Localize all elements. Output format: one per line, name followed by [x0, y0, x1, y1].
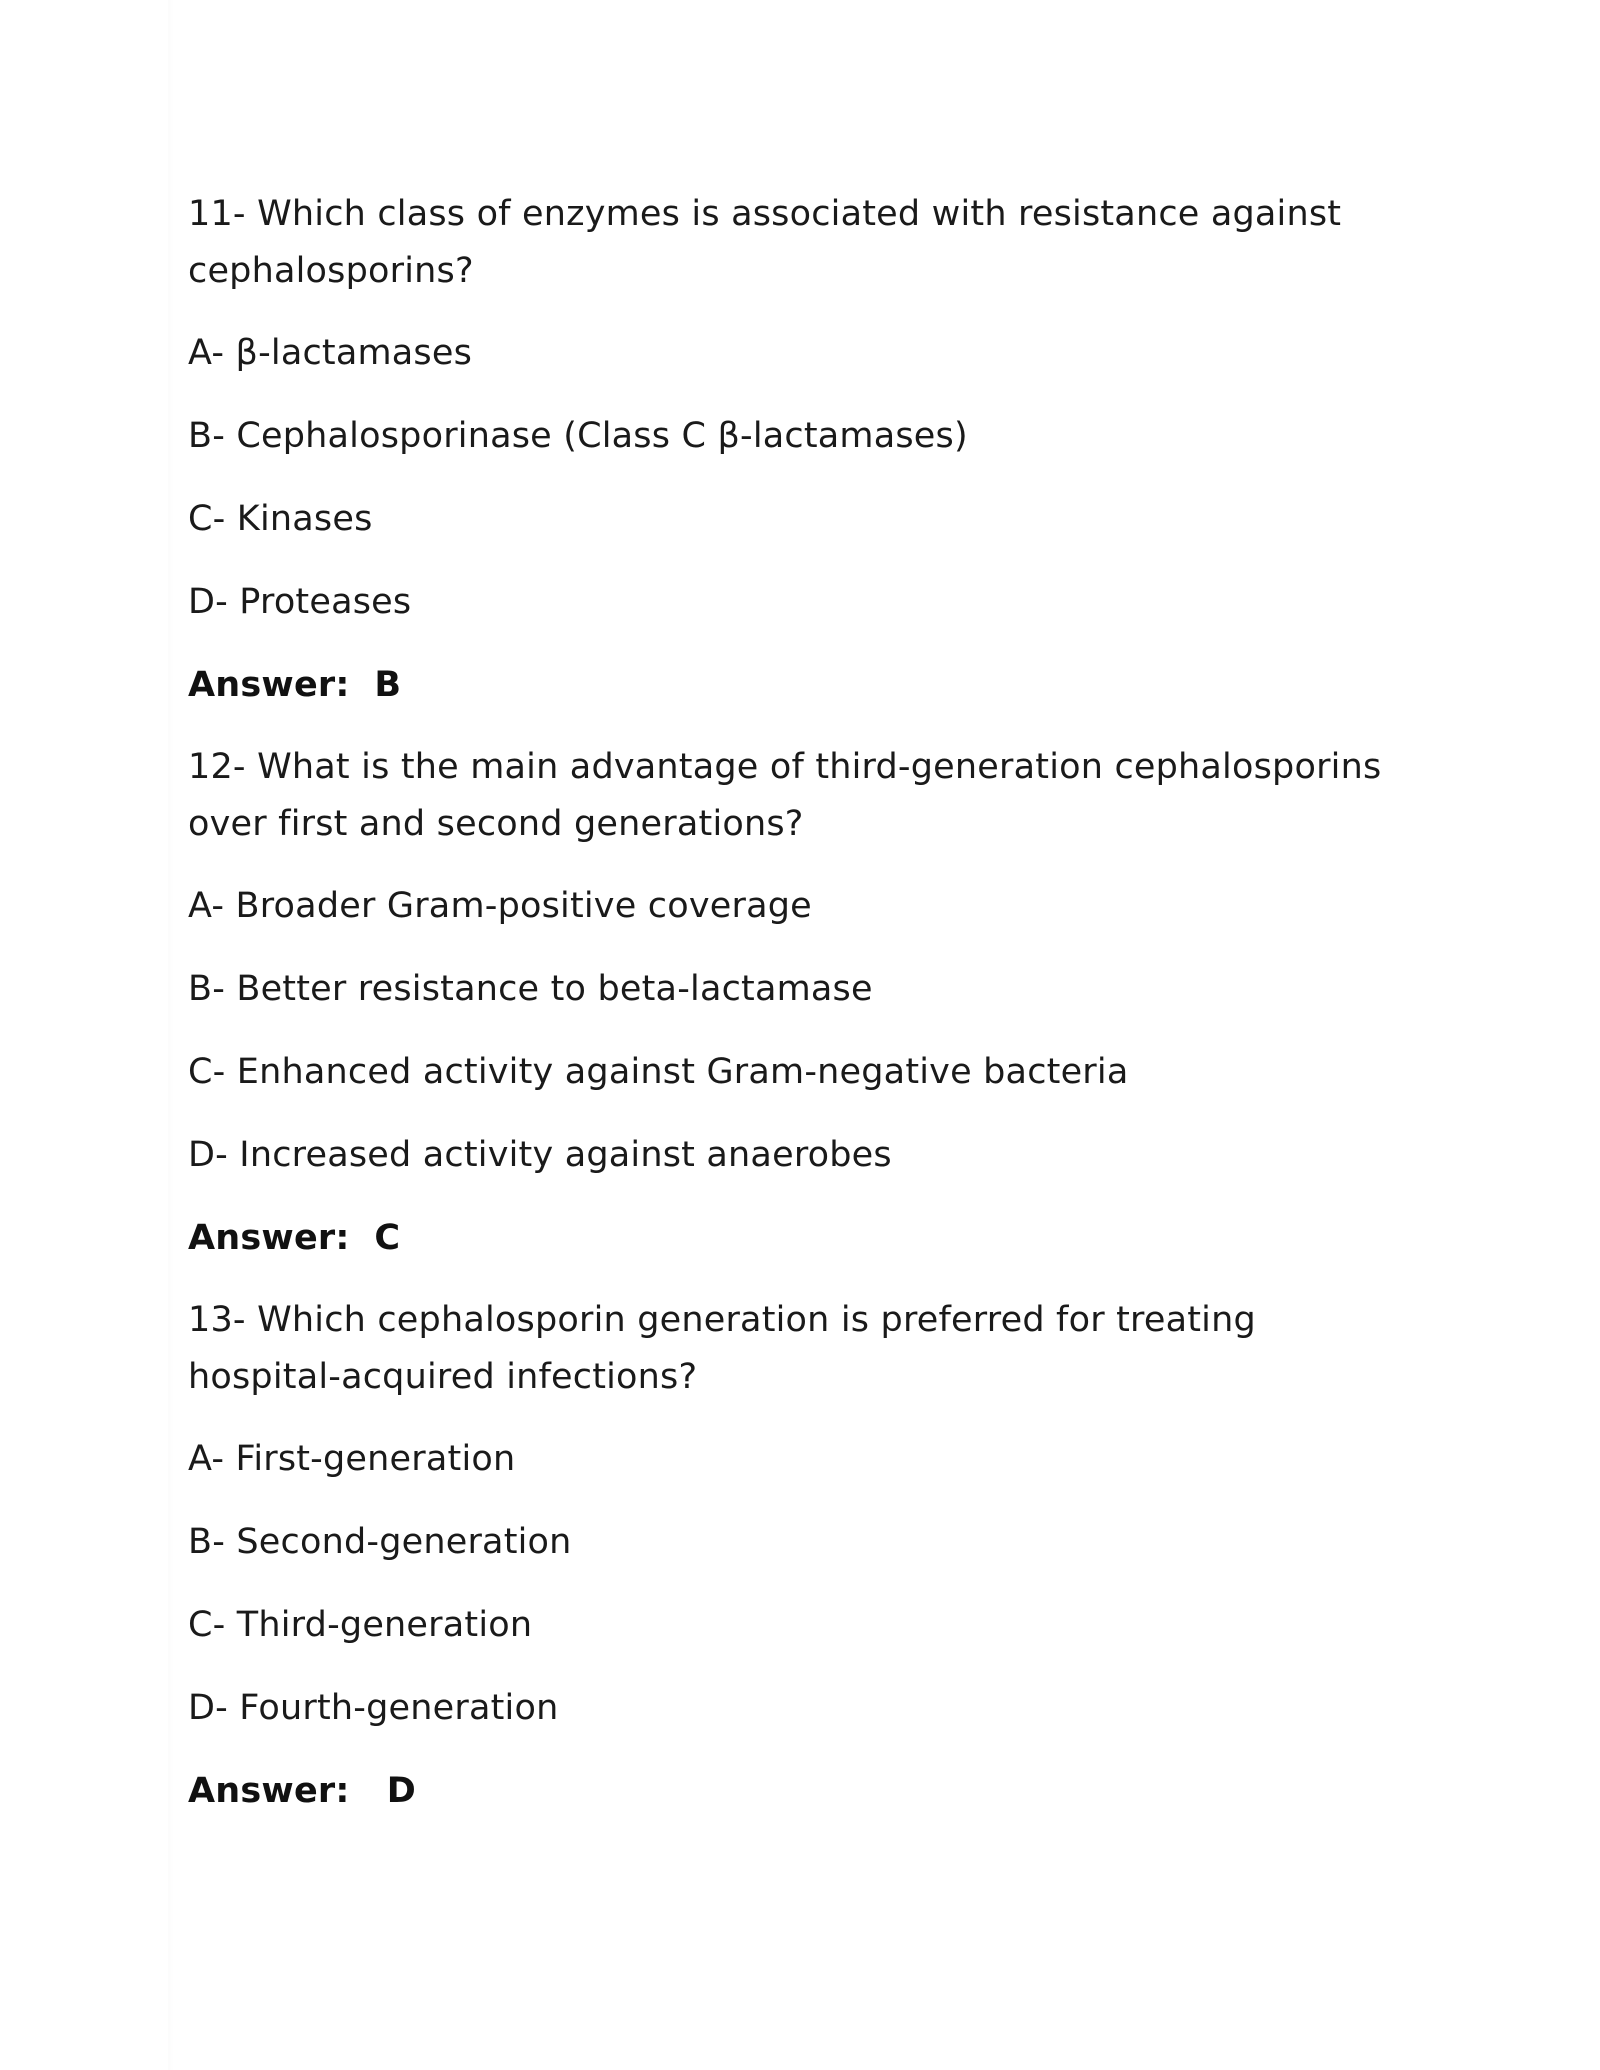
option-a: A- First-generation	[188, 1439, 516, 1479]
option-d: D- Increased activity against anaerobes	[188, 1135, 892, 1175]
answer-label: Answer: B	[188, 665, 402, 705]
answer-label: Answer: C	[188, 1218, 401, 1258]
option-d: D- Proteases	[188, 582, 412, 622]
question-block-11	[188, 186, 1418, 715]
option-a: A- Broader Gram-positive coverage	[188, 886, 812, 926]
option-c: C- Third-generation	[188, 1605, 533, 1645]
option-d: D- Fourth-generation	[188, 1688, 559, 1728]
question-block-13	[188, 1292, 1418, 1821]
option-a: A- β-lactamases	[188, 333, 473, 373]
question-text: 13- Which cephalosporin generation is preferred for treating hospital-acquired infections?	[188, 1300, 1256, 1397]
option-b: B- Better resistance to beta-lactamase	[188, 969, 873, 1009]
question-block-12	[188, 739, 1418, 1268]
option-b: B- Second-generation	[188, 1522, 572, 1562]
question-text: 11- Which class of enzymes is associated with resistance against cephalosporins?	[188, 194, 1342, 291]
page-edge-shadow	[168, 0, 174, 2070]
option-c: C- Kinases	[188, 499, 373, 539]
question-text: 12- What is the main advantage of third-generation cephalosporins over first and second generations?	[188, 747, 1382, 844]
answer-label: Answer: D	[188, 1771, 416, 1811]
mcq-content	[188, 186, 1418, 1845]
option-b: B- Cephalosporinase (Class C β-lactamases)	[188, 416, 968, 456]
option-c: C- Enhanced activity against Gram-negative bacteria	[188, 1052, 1129, 1092]
